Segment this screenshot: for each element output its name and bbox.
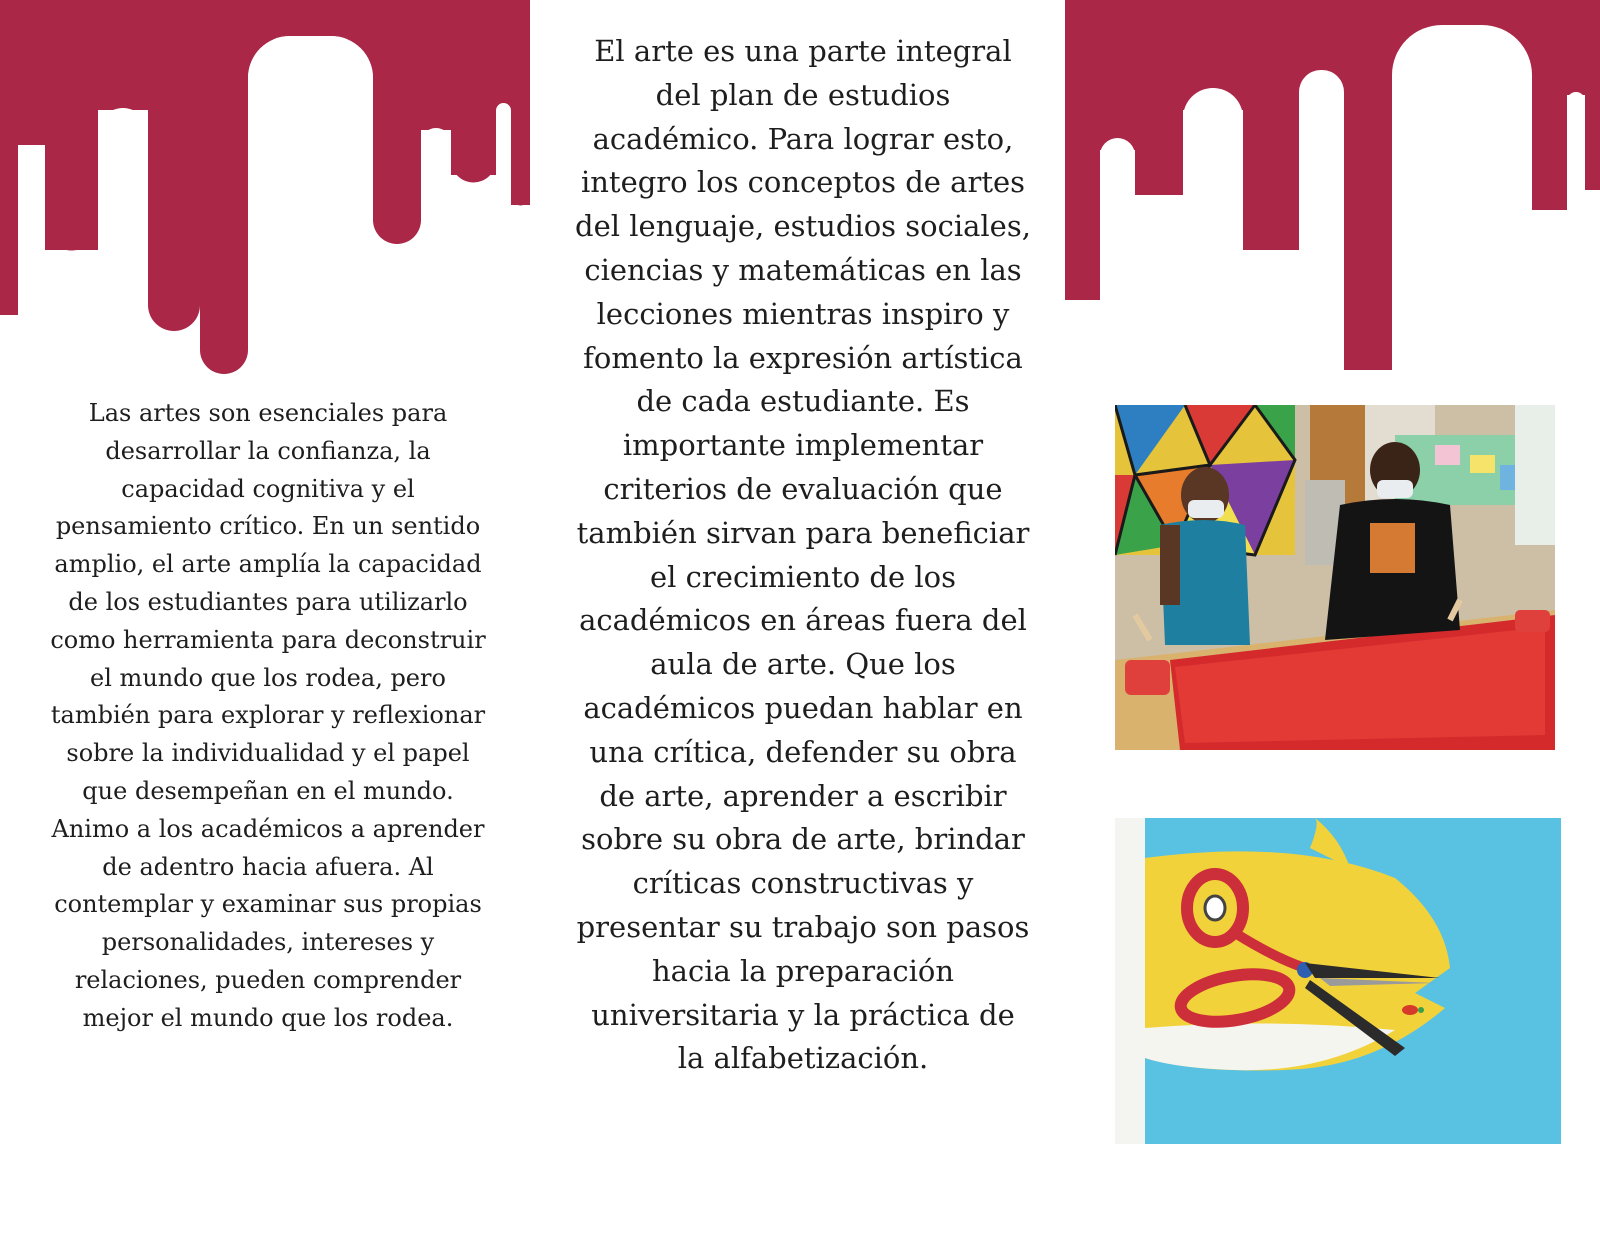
paint-drip-left xyxy=(0,0,530,400)
paint-drip-right xyxy=(1065,0,1600,380)
crayon-shark-drawing xyxy=(1115,818,1561,1144)
middle-column-text: El arte es una parte integral del plan de estudios académico. Para lograr esto, integro los conceptos de artes del lenguaje, estudios sociales, ciencias y matemáticas en las lecciones mientras inspiro y fomento la expresión artística de cada estudiante. Es importante implementar criterios de evaluación que también sirvan para beneficiar el crecimiento de los académicos en áreas fuera del aula de arte. Que los académicos puedan hablar en una crítica, defender su obra de arte, aprender a escribir sobre su obra de arte, brindar críticas constructivas y presentar su trabajo son pasos hacia la preparación universitaria y la práctica de la alfabetización. xyxy=(575,34,1031,1076)
students-painting-photo xyxy=(1115,405,1555,750)
left-column-text: Las artes son esenciales para desarrollar la confianza, la capacidad cognitiva y el pensamiento crítico. En un sentido amplio, el arte amplía la capacidad de los estudiantes para utilizarlo como herramienta para deconstruir el mundo que los rodea, pero también para explorar y reflexionar sobre la individualidad y el papel que desempeñan en el mundo. Animo a los académicos a aprender de adentro hacia afuera. Al contemplar y examinar sus propias personalidades, intereses y relaciones, pueden comprender mejor el mundo que los rodea. xyxy=(50,399,486,1032)
